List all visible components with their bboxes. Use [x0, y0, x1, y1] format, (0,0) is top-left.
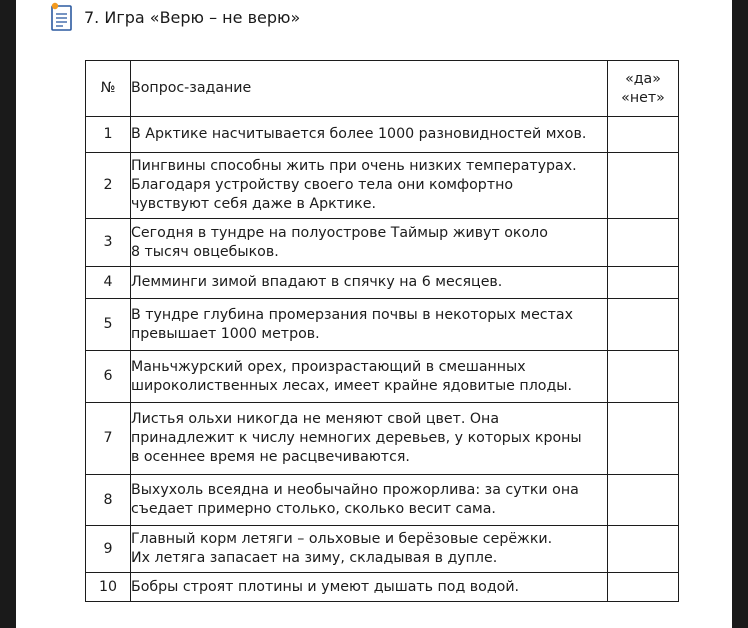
question-line: Бобры строят плотины и умеют дышать под водой.: [131, 578, 520, 595]
table-row: [86, 219, 679, 267]
header-number: №: [86, 61, 131, 117]
row-question: [131, 267, 608, 299]
row-number: 5: [86, 299, 131, 351]
quiz-body: [86, 117, 679, 602]
header-answer-no: «нет»: [621, 89, 665, 106]
answer-cell[interactable]: [608, 153, 679, 219]
row-number: 9: [86, 526, 131, 573]
row-number: 3: [86, 219, 131, 267]
question-line: Выхухоль всеядна и необычайно прожорлива: за сутки она: [131, 482, 579, 498]
question-line: Благодаря устройству своего тела они комфортно: [131, 177, 514, 193]
question-line: Главный корм летяги – ольховые и берёзовые серёжки.: [131, 531, 553, 547]
document-icon: [50, 2, 74, 32]
table-row: [86, 573, 679, 602]
answer-cell[interactable]: [608, 219, 679, 267]
table-row: [86, 267, 679, 299]
answer-cell[interactable]: [608, 267, 679, 299]
table-row: [86, 117, 679, 153]
row-number: 1: [86, 117, 131, 153]
row-question: [131, 351, 608, 403]
question-line: Пингвины способны жить при очень низких температурах.: [131, 158, 577, 174]
answer-cell[interactable]: [608, 475, 679, 526]
row-question: [131, 153, 608, 219]
row-number: 6: [86, 351, 131, 403]
question-line: В Арктике насчитывается более 1000 разновидностей мхов.: [131, 126, 587, 142]
table-header-row: [86, 61, 679, 117]
table-row: [86, 475, 679, 526]
row-number: 4: [86, 267, 131, 299]
answer-cell[interactable]: [608, 299, 679, 351]
row-number: 7: [86, 403, 131, 475]
question-line: превышает 1000 метров.: [131, 325, 320, 342]
question-line: съедает примерно столько, сколько весит сама.: [131, 501, 496, 517]
answer-cell[interactable]: [608, 117, 679, 153]
answer-cell[interactable]: [608, 573, 679, 602]
row-number: 8: [86, 475, 131, 526]
table-row: [86, 403, 679, 475]
question-line: 8 тысяч овцебыков.: [131, 243, 279, 260]
answer-cell[interactable]: [608, 403, 679, 475]
row-number: 10: [86, 573, 131, 602]
table-row: [86, 299, 679, 351]
answer-cell[interactable]: [608, 351, 679, 403]
question-line: широколиственных лесах, имеет крайне ядовитые плоды.: [131, 377, 572, 394]
row-question: [131, 526, 608, 573]
question-line: чувствуют себя даже в Арктике.: [131, 196, 376, 212]
question-line: Маньчжурский орех, произрастающий в смешанных: [131, 358, 526, 375]
question-line: принадлежит к числу немногих деревьев, у которых кроны: [131, 430, 582, 446]
header-question: Вопрос-задание: [131, 61, 608, 117]
question-line: Сегодня в тундре на полуострове Таймыр живут около: [131, 224, 548, 241]
worksheet-page: [16, 0, 732, 628]
answer-cell[interactable]: [608, 526, 679, 573]
row-question: [131, 219, 608, 267]
row-question: [131, 475, 608, 526]
question-line: В тундре глубина промерзания почвы в некоторых местах: [131, 306, 573, 323]
table-row: [86, 526, 679, 573]
question-line: Листья ольхи никогда не меняют свой цвет. Она: [131, 411, 500, 427]
question-line: Их летяга запасает на зиму, складывая в дупле.: [131, 550, 498, 566]
question-line: в осеннее время не расцвечиваются.: [131, 449, 410, 465]
row-question: [131, 299, 608, 351]
exercise-title: 7. Игра «Верю – не верю»: [84, 7, 301, 27]
question-line: Лемминги зимой впадают в спячку на 6 месяцев.: [131, 274, 503, 290]
section-header: [84, 0, 300, 34]
row-number: 2: [86, 153, 131, 219]
row-question: [131, 403, 608, 475]
row-question: [131, 117, 608, 153]
header-answer-yes: «да»: [625, 70, 661, 87]
table-row: [86, 351, 679, 403]
header-answer: [608, 61, 679, 117]
quiz-table: [85, 60, 679, 602]
table-row: [86, 153, 679, 219]
row-question: [131, 573, 608, 602]
